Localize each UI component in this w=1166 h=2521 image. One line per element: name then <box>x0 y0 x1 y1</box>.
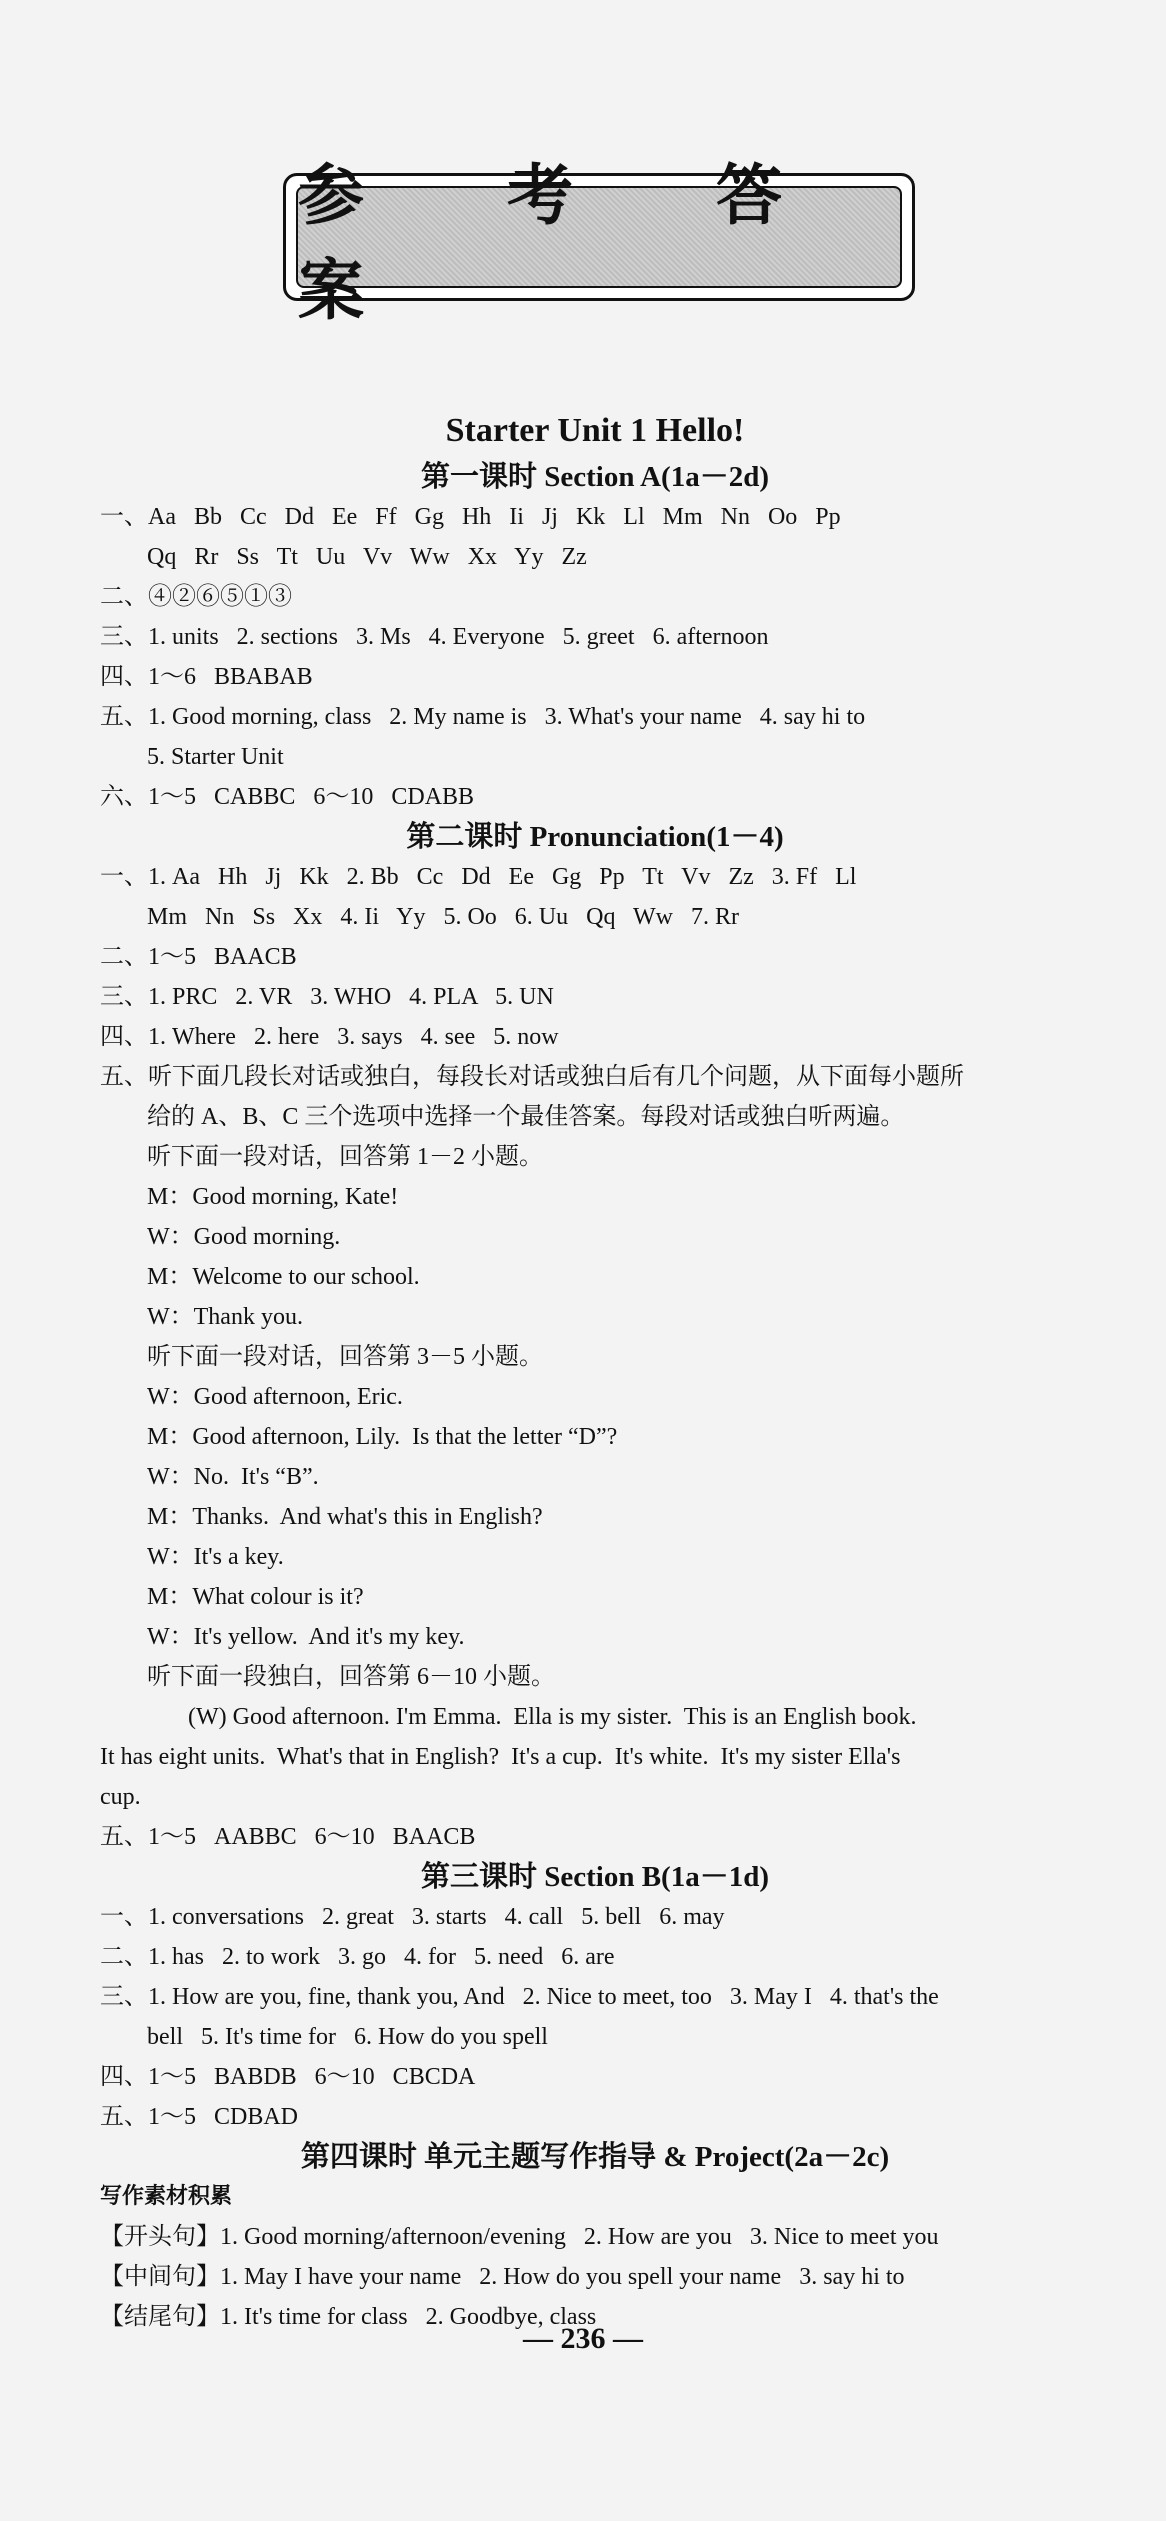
answer-line: 听下面一段对话，回答第 1－2 小题。 <box>147 1144 543 1170</box>
answer-line: 三、1. units 2. sections 3. Ms 4. Everyone 5. greet 6. afternoon <box>100 624 769 650</box>
answer-line: 一、1. conversations 2. great 3. starts 4. call 5. bell 6. may <box>100 1904 725 1930</box>
answer-line: 五、1～5 CDBAD <box>100 2104 299 2130</box>
answer-line: 写作素材积累 <box>100 2184 233 2209</box>
answer-line: W：No. It's “B”. <box>147 1464 319 1490</box>
answer-line: Qq Rr Ss Tt Uu Vv Ww Xx Yy Zz <box>147 544 587 570</box>
page-number: — 236 — <box>523 2322 643 2355</box>
answer-line: It has eight units. What's that in English? It's a cup. It's white. It's my sister Ella's <box>100 1744 901 1770</box>
answer-line: 听下面一段对话，回答第 3－5 小题。 <box>147 1344 543 1370</box>
answer-line: 四、1～6 BBABAB <box>100 664 313 690</box>
answer-line: 二、1～5 BAACB <box>100 944 297 970</box>
answer-line: M：Good afternoon, Lily. Is that the letter “D”? <box>147 1424 618 1450</box>
title-banner <box>283 157 915 329</box>
answer-line: 六、1～5 CABBC 6～10 CDABB <box>100 784 475 810</box>
answer-line: 二、1. has 2. to work 3. go 4. for 5. need 6. are <box>100 1944 615 1970</box>
answer-line: W：Thank you. <box>147 1304 303 1330</box>
answer-line: 5. Starter Unit <box>147 744 284 770</box>
answer-line: 【开头句】1. Good morning/afternoon/evening 2. How are you 3. Nice to meet you <box>100 2224 939 2250</box>
answer-line: M：Thanks. And what's this in English? <box>147 1504 543 1530</box>
section-title: 第四课时 单元主题写作指导 & Project(2a－2c) <box>300 2141 890 2173</box>
answer-line: 五、听下面几段长对话或独白，每段长对话或独白后有几个问题，从下面每小题所 <box>100 1064 964 1090</box>
answer-line: cup. <box>100 1784 141 1810</box>
answer-line: bell 5. It's time for 6. How do you spell <box>147 2024 548 2050</box>
section-title: 第二课时 Pronunciation(1－4) <box>406 821 784 853</box>
answer-line: M：What colour is it? <box>147 1584 364 1610</box>
unit-title: Starter Unit 1 Hello! <box>445 412 745 449</box>
section-title: 第三课时 Section B(1a－1d) <box>420 1861 769 1893</box>
answer-line: W：Good morning. <box>147 1224 341 1250</box>
page-title: 参 考 答 案 <box>298 157 842 329</box>
answer-line: 五、1. Good morning, class 2. My name is 3. What's your name 4. say hi to <box>100 704 866 730</box>
answer-line: W：It's yellow. And it's my key. <box>147 1624 465 1650</box>
answer-content <box>100 405 1090 2337</box>
answer-line: 【结尾句】1. It's time for class 2. Goodbye, class <box>100 2304 597 2330</box>
section-title: 第一课时 Section A(1a－2d) <box>420 461 769 493</box>
answer-line: 四、1～5 BABDB 6～10 CBCDA <box>100 2064 476 2090</box>
answer-line: Mm Nn Ss Xx 4. Ii Yy 5. Oo 6. Uu Qq Ww 7. Rr <box>147 904 740 930</box>
title-banner-inner <box>296 157 902 329</box>
answer-line: M：Welcome to our school. <box>147 1264 420 1290</box>
answer-line: 给的 A、B、C 三个选项中选择一个最佳答案。每段对话或独白听两遍。 <box>147 1104 905 1130</box>
answer-line: 二、④②⑥⑤①③ <box>100 584 292 610</box>
answer-line: M：Good morning, Kate! <box>147 1184 399 1210</box>
answer-line: (W) Good afternoon. I'm Emma. Ella is my sister. This is an English book. <box>188 1704 917 1730</box>
answer-line: 一、Aa Bb Cc Dd Ee Ff Gg Hh Ii Jj Kk Ll Mm Nn Oo Pp <box>100 504 841 530</box>
answer-line: 一、1. Aa Hh Jj Kk 2. Bb Cc Dd Ee Gg Pp Tt Vv Zz 3. Ff Ll <box>100 864 857 890</box>
answer-line: 五、1～5 AABBC 6～10 BAACB <box>100 1824 476 1850</box>
answer-line: W：It's a key. <box>147 1544 284 1570</box>
answer-line: 四、1. Where 2. here 3. says 4. see 5. now <box>100 1024 559 1050</box>
answer-line: 三、1. PRC 2. VR 3. WHO 4. PLA 5. UN <box>100 984 554 1010</box>
answer-line: 【中间句】1. May I have your name 2. How do you spell your name 3. say hi to <box>100 2264 905 2290</box>
answer-line: W：Good afternoon, Eric. <box>147 1384 403 1410</box>
answer-line: 三、1. How are you, fine, thank you, And 2. Nice to meet, too 3. May I 4. that's the <box>100 1984 939 2010</box>
answer-line: 听下面一段独白，回答第 6－10 小题。 <box>147 1664 555 1690</box>
